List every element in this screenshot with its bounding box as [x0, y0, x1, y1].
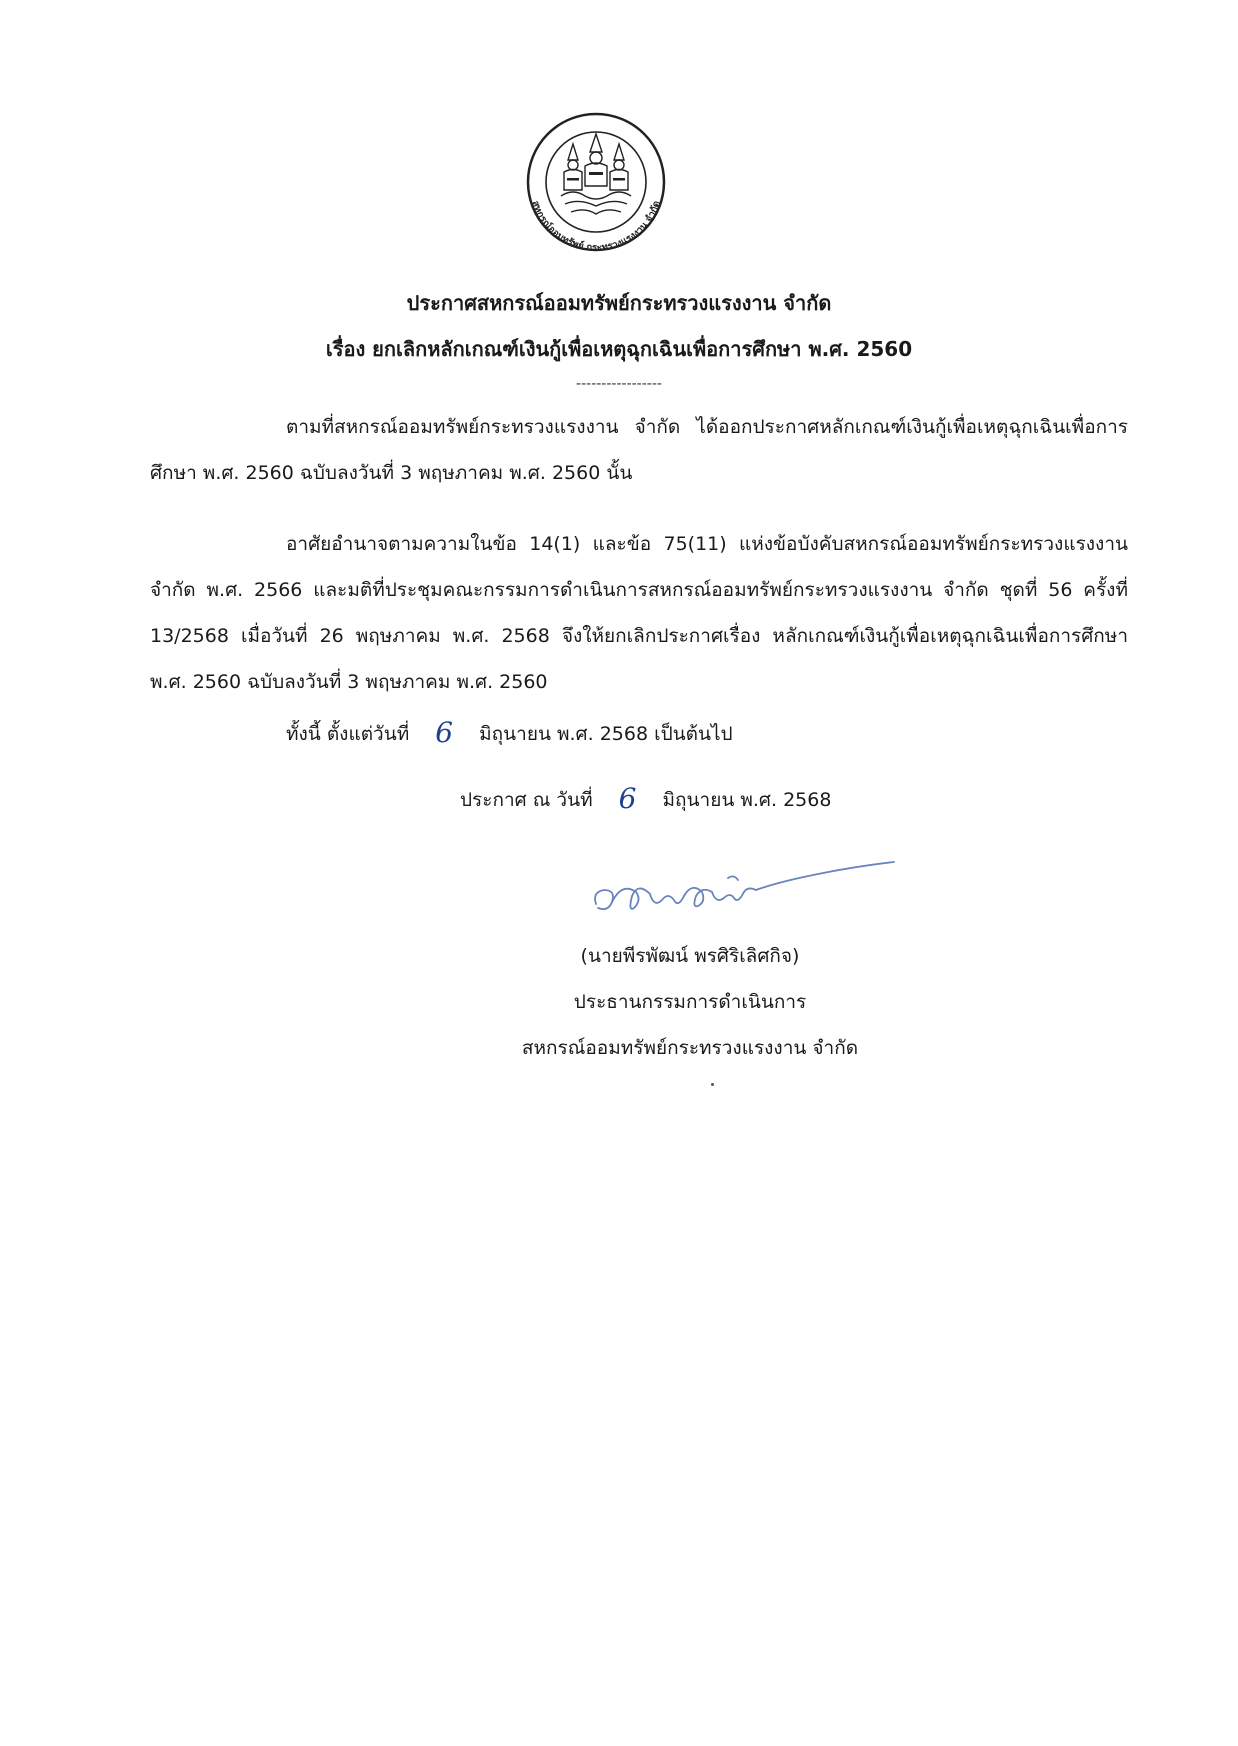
paragraph-background: ตามที่สหกรณ์ออมทรัพย์กระทรวงแรงงาน จำกัด ได้ออกประกาศหลักเกณฑ์เงินกู้เพื่อเหตุฉุกเฉินเพื่อการศึกษา พ.ศ. 2560 ฉบับลงวันที่ 3 พฤษภาคม พ.ศ. 2560 นั้น [150, 416, 1128, 484]
document-subject: เรื่อง ยกเลิกหลักเกณฑ์เงินกู้เพื่อเหตุฉุกเฉินเพื่อการศึกษา พ.ศ. 2560 [325, 337, 913, 361]
effective-date-suffix: มิถุนายน พ.ศ. 2568 เป็นต้นไป [479, 723, 733, 745]
announcement-date-prefix: ประกาศ ณ วันที่ [460, 789, 593, 811]
effective-date-line [286, 710, 733, 757]
cooperative-seal-icon [509, 112, 683, 254]
effective-date-prefix: ทั้งนี้ ตั้งแต่วันที่ [286, 723, 410, 745]
signatory-block [500, 933, 880, 1071]
handwritten-signature-icon [588, 852, 898, 924]
document-title: ประกาศสหกรณ์ออมทรัพย์กระทรวงแรงงาน จำกัด [406, 291, 832, 315]
effective-day-handwritten: 6 [435, 716, 454, 749]
stray-mark [711, 1083, 714, 1086]
document-header [0, 280, 1238, 372]
title-divider: ----------------- [576, 376, 662, 392]
announcement-date-line [460, 776, 831, 823]
document-body [150, 404, 1128, 705]
announcement-date-suffix: มิถุนายน พ.ศ. 2568 [662, 789, 832, 811]
signatory-name: (นายพีรพัฒน์ พรศิริเลิศกิจ) [580, 945, 800, 967]
announcement-day-handwritten: 6 [618, 782, 637, 815]
signatory-position: ประธานกรรมการดำเนินการ [573, 991, 807, 1013]
paragraph-authority: อาศัยอำนาจตามความในข้อ 14(1) และข้อ 75(11) แห่งข้อบังคับสหกรณ์ออมทรัพย์กระทรวงแรงงาน จำกัด พ.ศ. 2566 และมติที่ประชุมคณะกรรมการดำเนินการสหกรณ์ออมทรัพย์กระทรวงแรงงาน จำกัด ชุดที่ 56 ครั้งที่ 13/2568 เมื่อวันที่ 26 พฤษภาคม พ.ศ. 2568 จึงให้ยกเลิกประกาศเรื่อง หลักเกณฑ์เงินกู้เพื่อเหตุฉุกเฉินเพื่อการศึกษา พ.ศ. 2560 ฉบับลงวันที่ 3 พฤษภาคม พ.ศ. 2560 [150, 533, 1128, 693]
svg-text:สหกรณ์ออมทรัพย์ กระทรวงแรงงาน: สหกรณ์ออมทรัพย์ กระทรวงแรงงาน จำกัด [529, 199, 663, 254]
signatory-organization: สหกรณ์ออมทรัพย์กระทรวงแรงงาน จำกัด [521, 1037, 859, 1059]
